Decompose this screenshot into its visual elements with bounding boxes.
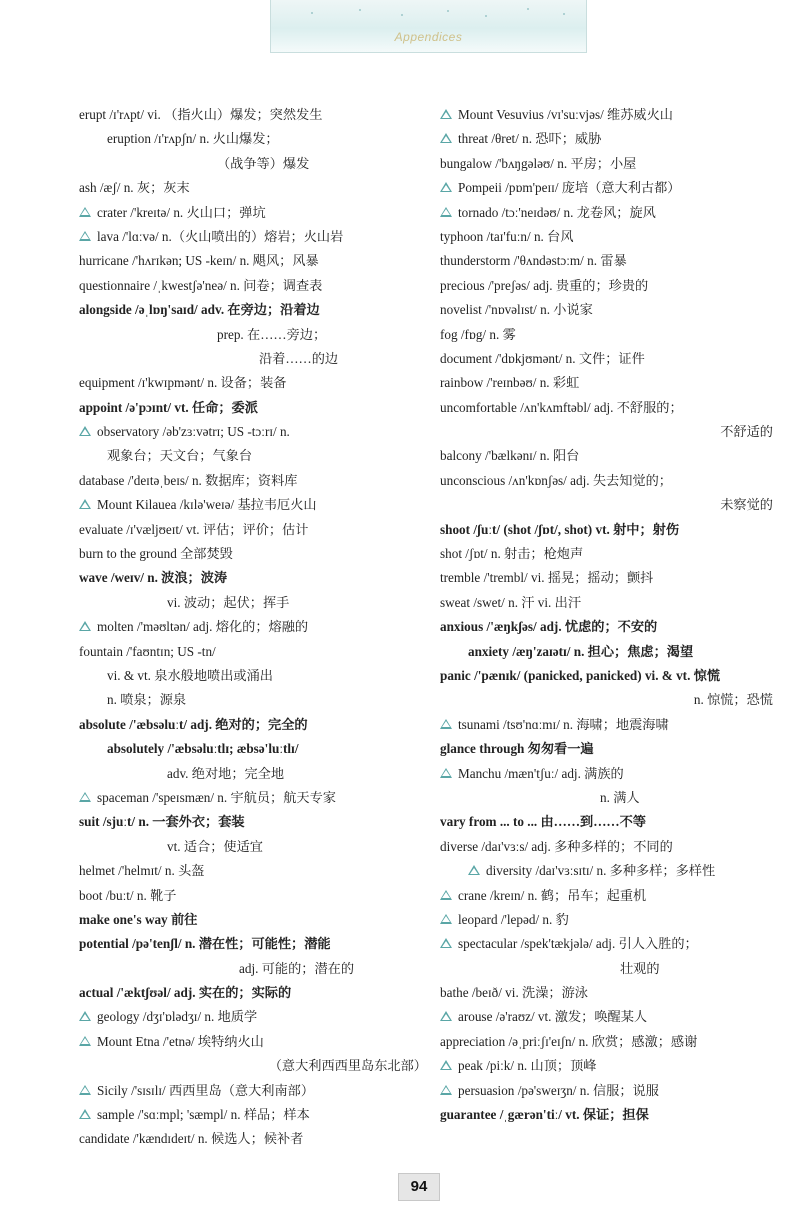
vocab-entry [440, 884, 775, 908]
vocab-entry [440, 396, 775, 420]
vocab-entry-text: diverse /daɪ'vɜːs/ adj. 多种多样的；不同的 [440, 838, 673, 854]
vocab-entry [440, 957, 775, 981]
vocab-entry [79, 835, 429, 859]
vocab-entry-text: novelist /'nɒvəlɪst/ n. 小说家 [440, 302, 593, 318]
vocab-entry-text: （战争等）爆发 [217, 155, 310, 171]
vocab-entry-text: observatory /əb'zɜːvətrɪ; US -tɔːrɪ/ n. [97, 424, 290, 440]
vocab-entry [79, 713, 429, 737]
vocab-entry-text: geology /dʒɪ'ɒlədʒɪ/ n. 地质学 [97, 1009, 258, 1025]
vocab-entry [79, 493, 429, 517]
vocab-entry-text: Pompeii /pɒm'peɪɪ/ 庞培（意大利古都） [458, 180, 681, 196]
vocab-entry [79, 664, 429, 688]
vocab-entry [79, 152, 429, 176]
vocab-entry-text: shot /ʃɒt/ n. 射击；枪炮声 [440, 546, 584, 562]
vocab-entry [79, 249, 429, 273]
triangle-outline-icon [440, 1085, 452, 1095]
vocabulary-column-left [79, 103, 429, 1152]
vocab-entry-text: document /'dɒkjʊmənt/ n. 文件；证件 [440, 350, 645, 366]
vocab-entry-text: actual /'æktʃʊəl/ adj. 实在的；实际的 [79, 985, 292, 1001]
vocab-entry-text: eruption /ɪ'rʌpʃn/ n. 火山爆发； [107, 131, 279, 147]
vocab-entry-text: tremble /'trembl/ vi. 摇晃；摇动；颤抖 [440, 570, 654, 586]
vocab-entry [440, 932, 775, 956]
vocab-entry [440, 908, 775, 932]
vocab-entry [440, 688, 775, 712]
vocab-entry-text: fountain /'faʊntɪn; US -tn/ [79, 643, 216, 659]
vocab-entry [79, 371, 429, 395]
vocab-entry-text: 观象台；天文台；气象台 [107, 448, 253, 464]
triangle-outline-icon [79, 207, 91, 217]
vocab-entry-text: vt. 适合；使适宜 [167, 838, 263, 854]
vocab-entry [440, 323, 775, 347]
vocab-entry [79, 1054, 429, 1078]
vocab-entry-text: absolutely /'æbsəluːtlɪ; æbsə'luːtlɪ/ [107, 741, 299, 757]
vocab-entry [440, 201, 775, 225]
vocab-entry-text: fog /fɒg/ n. 雾 [440, 326, 516, 342]
triangle-outline-icon [440, 914, 452, 924]
vocab-entry [440, 1030, 775, 1054]
vocab-entry-text: burn to the ground 全部焚毁 [79, 546, 233, 562]
vocab-entry [79, 615, 429, 639]
vocab-entry-text: persuasion /pə'sweɪʒn/ n. 信服；说服 [458, 1082, 659, 1098]
vocab-entry-text: balcony /'bælkənɪ/ n. 阳台 [440, 448, 580, 464]
vocab-entry-text: crane /kreɪn/ n. 鹤；吊车；起重机 [458, 887, 647, 903]
vocab-entry-text: panic /'pænɪk/ (panicked, panicked) vi. & vt. 惊慌 [440, 667, 721, 683]
vocab-entry-text: tornado /tɔː'neɪdəʊ/ n. 龙卷风；旋风 [458, 204, 656, 220]
vocab-entry [79, 786, 429, 810]
vocab-entry-text: n. 惊慌；恐慌 [693, 692, 773, 708]
vocab-entry-text: uncomfortable /ʌn'kʌmftəbl/ adj. 不舒服的； [440, 399, 683, 415]
vocab-entry-text: boot /buːt/ n. 靴子 [79, 887, 177, 903]
vocab-entry [79, 420, 429, 444]
vocab-entry-text: n. 喷泉；源泉 [107, 692, 187, 708]
vocab-entry-text: 沿着……的边 [259, 350, 339, 366]
vocab-entry [79, 347, 429, 371]
vocab-entry-text: Sicily /'sɪsɪlɪ/ 西西里岛（意大利南部） [97, 1082, 315, 1098]
vocab-entry-text: （意大利西西里岛东北部） [268, 1058, 427, 1074]
triangle-outline-icon [440, 207, 452, 217]
vocab-entry [79, 810, 429, 834]
vocab-entry-text: evaluate /ɪ'væljʊeɪt/ vt. 评估；评价；估计 [79, 521, 309, 537]
vocab-entry [440, 518, 775, 542]
vocab-entry-text: unconscious /ʌn'kɒnʃəs/ adj. 失去知觉的； [440, 472, 672, 488]
vocab-entry [440, 249, 775, 273]
triangle-outline-icon [440, 109, 452, 119]
vocab-entry [79, 1005, 429, 1029]
vocab-entry [440, 152, 775, 176]
vocab-entry-text: erupt /ɪ'rʌpt/ vi. （指火山）爆发；突然发生 [79, 107, 323, 122]
triangle-outline-icon [79, 792, 91, 802]
vocab-entry [79, 225, 429, 249]
vocab-entry [440, 640, 775, 664]
vocab-entry [79, 932, 429, 956]
vocab-entry [79, 957, 429, 981]
vocab-entry [440, 542, 775, 566]
triangle-outline-icon [79, 1036, 91, 1046]
vocab-entry-text: Mount Etna /'etnə/ 埃特纳火山 [97, 1033, 264, 1049]
vocab-entry [440, 298, 775, 322]
vocab-entry [440, 127, 775, 151]
vocab-entry [79, 1103, 429, 1127]
vocab-entry [440, 1103, 775, 1127]
vocab-entry-text: thunderstorm /'θʌndəstɔːm/ n. 雷暴 [440, 253, 627, 269]
vocab-entry [440, 176, 775, 200]
vocab-entry [79, 542, 429, 566]
vocab-entry [79, 127, 429, 151]
vocab-entry-text: Mount Vesuvius /vɪ'suːvjəs/ 维苏威火山 [458, 107, 673, 122]
vocab-entry [440, 274, 775, 298]
vocab-entry-text: n. 满人 [600, 789, 640, 805]
vocab-entry [79, 518, 429, 542]
vocab-entry-text: lava /'lɑːvə/ n.（火山喷出的）熔岩；火山岩 [97, 228, 344, 244]
vocab-entry-text: Mount Kilauea /kɪlə'weɪə/ 基拉韦厄火山 [97, 497, 317, 513]
vocab-entry [79, 444, 429, 468]
vocab-entry-text: adj. 可能的；潜在的 [239, 960, 355, 976]
vocab-entry-text: 不舒适的 [720, 424, 773, 440]
triangle-outline-icon [440, 1060, 452, 1070]
vocab-entry [440, 444, 775, 468]
triangle-outline-icon [468, 865, 480, 875]
vocab-entry-text: potential /pə'tenʃl/ n. 潜在性；可能性；潜能 [79, 936, 331, 952]
triangle-outline-icon [79, 1085, 91, 1095]
vocab-entry-text: wave /weɪv/ n. 波浪；波涛 [79, 570, 228, 586]
vocab-entry [79, 981, 429, 1005]
section-label: Appendices [394, 30, 463, 44]
vocab-entry [440, 810, 775, 834]
vocab-entry [440, 737, 775, 761]
vocab-entry [440, 762, 775, 786]
vocab-entry-text: peak /piːk/ n. 山顶；顶峰 [458, 1058, 597, 1074]
triangle-outline-icon [79, 499, 91, 509]
vocab-entry-text: equipment /ɪ'kwɪpmənt/ n. 设备；装备 [79, 375, 287, 391]
vocab-entry [79, 566, 429, 590]
vocab-entry [79, 1127, 429, 1151]
vocab-entry-text: 壮观的 [620, 960, 660, 976]
triangle-outline-icon [79, 426, 91, 436]
vocab-entry [79, 176, 429, 200]
vocab-entry [440, 615, 775, 639]
vocab-entry [79, 103, 429, 127]
vocab-entry [79, 1030, 429, 1054]
vocab-entry-text: vi. 波动；起伏；挥手 [167, 594, 290, 610]
vocab-entry [440, 420, 775, 444]
vocab-entry [79, 469, 429, 493]
vocab-entry-text: questionnaire /ˌkwestʃə'neə/ n. 问卷；调查表 [79, 277, 323, 293]
vocab-entry-text: vi. & vt. 泉水般地喷出或涌出 [107, 667, 273, 683]
vocab-entry [440, 1005, 775, 1029]
triangle-outline-icon [79, 1011, 91, 1021]
vocab-entry [79, 762, 429, 786]
vocab-entry [79, 1079, 429, 1103]
vocab-entry [440, 566, 775, 590]
vocab-entry [79, 323, 429, 347]
vocab-entry [440, 859, 775, 883]
triangle-outline-icon [79, 231, 91, 241]
triangle-outline-icon [440, 719, 452, 729]
vocab-entry-text: suit /sjuːt/ n. 一套外衣；套装 [79, 814, 245, 830]
vocab-entry-text: candidate /'kændɪdeɪt/ n. 候选人；候补者 [79, 1131, 304, 1147]
vocab-entry-text: threat /θret/ n. 恐吓；威胁 [458, 131, 602, 147]
vocab-entry-text: typhoon /taɪ'fuːn/ n. 台风 [440, 228, 574, 244]
vocab-entry [79, 908, 429, 932]
vocab-entry-text: adv. 绝对地；完全地 [167, 765, 285, 781]
vocab-entry [440, 981, 775, 1005]
vocab-entry [440, 469, 775, 493]
vocab-entry-text: arouse /ə'raʊz/ vt. 激发；唤醒某人 [458, 1009, 648, 1025]
triangle-outline-icon [440, 938, 452, 948]
triangle-outline-icon [440, 182, 452, 192]
vocab-entry-text: alongside /əˌlɒŋ'saɪd/ adv. 在旁边；沿着边 [79, 302, 320, 318]
vocab-entry-text: glance through 匆匆看一遍 [440, 741, 594, 757]
vocab-entry-text: appoint /ə'pɔɪnt/ vt. 任命；委派 [79, 399, 258, 415]
triangle-outline-icon [440, 133, 452, 143]
vocab-entry-text: spaceman /'speɪsmæn/ n. 宇航员；航天专家 [97, 789, 336, 805]
triangle-outline-icon [79, 621, 91, 631]
vocab-entry [440, 347, 775, 371]
vocab-entry-text: crater /'kreɪtə/ n. 火山口；弹坑 [97, 204, 266, 220]
vocab-entry [79, 396, 429, 420]
vocab-entry [79, 884, 429, 908]
vocab-entry [440, 1054, 775, 1078]
vocabulary-column-right [440, 103, 775, 1127]
triangle-outline-icon [440, 1011, 452, 1021]
triangle-outline-icon [440, 768, 452, 778]
vocab-entry-text: database /'deɪtəˌbeɪs/ n. 数据库；资料库 [79, 472, 298, 488]
triangle-outline-icon [79, 1109, 91, 1119]
vocab-entry-text: vary from ... to ... 由……到……不等 [440, 814, 646, 830]
vocab-entry [79, 737, 429, 761]
vocab-entry [440, 225, 775, 249]
vocab-entry-text: shoot /ʃuːt/ (shot /ʃɒt/, shot) vt. 射中；射伤 [440, 521, 680, 537]
vocab-entry [79, 640, 429, 664]
vocab-entry [440, 591, 775, 615]
vocab-entry [440, 713, 775, 737]
vocab-entry [79, 201, 429, 225]
vocab-entry-text: tsunami /tsʊ'nɑːmɪ/ n. 海啸；地震海啸 [458, 716, 669, 732]
vocab-entry [79, 688, 429, 712]
vocab-entry-text: 未察觉的 [720, 497, 773, 513]
vocab-entry-text: diversity /daɪ'vɜːsɪtɪ/ n. 多种多样；多样性 [486, 863, 716, 879]
vocab-entry-text: spectacular /spek'tækjələ/ adj. 引人入胜的； [458, 936, 698, 952]
vocab-entry-text: prep. 在……旁边； [217, 326, 327, 342]
vocab-entry [79, 591, 429, 615]
vocab-entry [440, 835, 775, 859]
vocab-entry [79, 274, 429, 298]
triangle-outline-icon [440, 890, 452, 900]
vocab-entry-text: ash /æʃ/ n. 灰；灰末 [79, 180, 190, 196]
vocab-entry-text: leopard /'lepəd/ n. 豹 [458, 911, 569, 927]
vocab-entry [440, 103, 775, 127]
vocab-entry [440, 786, 775, 810]
section-header-tab [270, 0, 587, 53]
vocab-entry-text: hurricane /'hʌrɪkən; US -keɪn/ n. 飓风；风暴 [79, 253, 319, 269]
vocab-entry-text: bathe /beɪð/ vi. 洗澡；游泳 [440, 985, 588, 1001]
vocab-entry [440, 371, 775, 395]
vocab-entry-text: molten /'məʊltən/ adj. 熔化的；熔融的 [97, 619, 309, 635]
vocab-entry-text: guarantee /ˌgærən'tiː/ vt. 保证；担保 [440, 1107, 649, 1123]
page-number: 94 [398, 1173, 440, 1201]
vocab-entry-text: sample /'sɑːmpl; 'sæmpl/ n. 样品；样本 [97, 1107, 310, 1123]
vocab-entry-text: make one's way 前往 [79, 911, 198, 927]
vocab-entry [440, 493, 775, 517]
vocab-entry-text: anxious /'æŋkʃəs/ adj. 忧虑的；不安的 [440, 619, 658, 635]
vocab-entry [440, 664, 775, 688]
vocab-entry-text: Manchu /mæn'tʃuː/ adj. 满族的 [458, 765, 624, 781]
vocab-entry [440, 1079, 775, 1103]
vocab-entry [79, 859, 429, 883]
vocab-entry-text: precious /'preʃəs/ adj. 贵重的；珍贵的 [440, 277, 649, 293]
vocab-entry-text: helmet /'helmɪt/ n. 头盔 [79, 863, 205, 879]
vocab-entry-text: bungalow /'bʌŋgələʊ/ n. 平房；小屋 [440, 155, 637, 171]
vocab-entry-text: absolute /'æbsəluːt/ adj. 绝对的；完全的 [79, 716, 308, 732]
vocab-entry-text: anxiety /æŋ'zaɪətɪ/ n. 担心；焦虑；渴望 [468, 643, 694, 659]
vocab-entry [79, 298, 429, 322]
vocab-entry-text: appreciation /əˌpriːʃɪ'eɪʃn/ n. 欣赏；感激；感谢 [440, 1033, 698, 1049]
vocab-entry-text: rainbow /'reɪnbəʊ/ n. 彩虹 [440, 375, 580, 391]
vocab-entry-text: sweat /swet/ n. 汗 vi. 出汗 [440, 594, 582, 610]
